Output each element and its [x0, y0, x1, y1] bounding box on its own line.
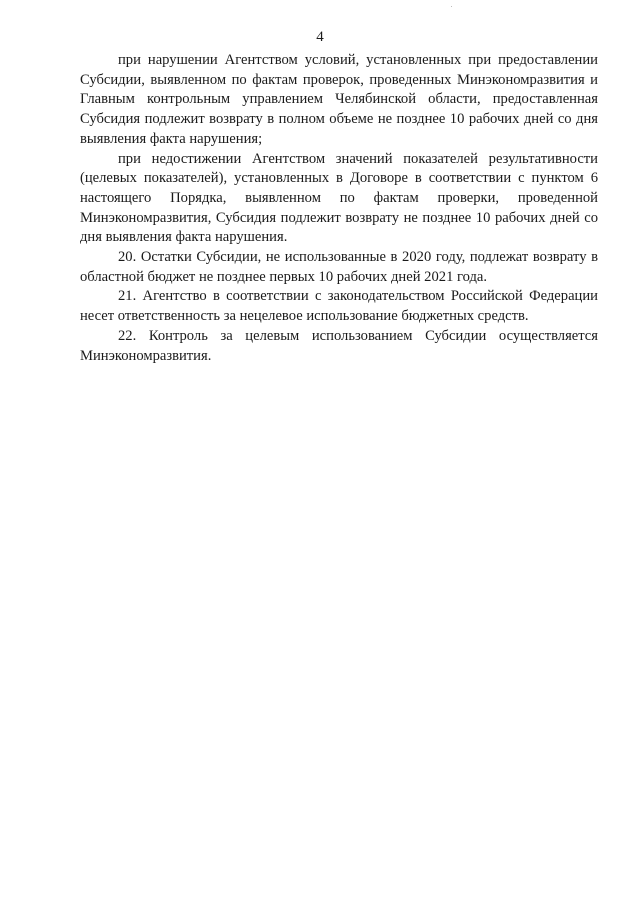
document-body	[80, 51, 598, 366]
paragraph-item-22-control: 22. Контроль за целевым использованием Субсидии осуществляется Минэкономразвития.	[80, 327, 598, 364]
paragraph-violation-of-conditions: при нарушении Агентством условий, установленных при предоставлении Субсидии, выявленном по фактам проверок, проведенных Минэкономразвития и Главным контрольным управлением Челябинской области, предоставленная Субсидия подлежит возврату в полном объеме не позднее 10 рабочих дней со дня выявления факта нарушения;	[80, 52, 598, 147]
paragraph-item-21-responsibility: 21. Агентство в соответствии с законодательством Российской Федерации несет ответственность за нецелевое использование бюджетных средств.	[80, 288, 598, 325]
page-number: 4	[316, 29, 324, 45]
paragraph-indicators-not-achieved: при недостижении Агентством значений показателей результативности (целевых показателей), установленных в Договоре в соответствии с пунктом 6 настоящего Порядка, выявленном по фактам проверки, проведенной Минэкономразвития, Субсидия подлежит возврату не позднее 10 рабочих дней со дня выявления факта нарушения.	[80, 150, 598, 246]
paragraph-item-20-unused-balance: 20. Остатки Субсидии, не использованные в 2020 году, подлежат возврату в областной бюджет не позднее первых 10 рабочих дней 2021 года.	[80, 249, 598, 285]
scan-speck	[451, 6, 452, 7]
